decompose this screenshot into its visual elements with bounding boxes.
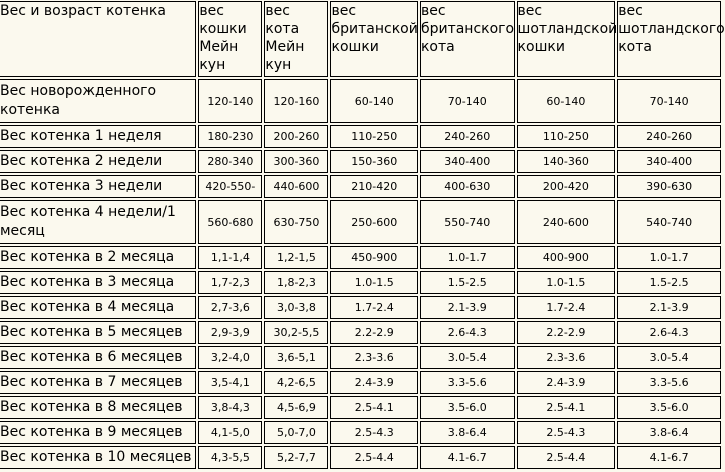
table-cell: 3,0-3,8 — [264, 296, 328, 319]
table-cell: 2,7-3,6 — [198, 296, 262, 319]
table-cell: 2.6-4.3 — [617, 321, 721, 344]
table-cell: 1.0-1.7 — [420, 246, 515, 269]
row-label: Вес котенка в 6 месяцев — [0, 346, 196, 369]
table-cell: 2.4-3.9 — [517, 371, 616, 394]
table-cell: 200-260 — [264, 125, 328, 148]
row-label: Вес котенка в 10 месяцев — [0, 446, 196, 469]
header-british-female: вес британской кошки — [330, 1, 417, 77]
table-cell: 30,2-5,5 — [264, 321, 328, 344]
table-cell: 400-900 — [517, 246, 616, 269]
table-row — [0, 79, 721, 123]
table-row — [0, 200, 721, 244]
table-cell: 2.5-4.3 — [517, 421, 616, 444]
table-cell: 2.5-4.4 — [517, 446, 616, 469]
table-cell: 390-630 — [617, 175, 721, 198]
table-cell: 1.0-1.5 — [330, 271, 417, 294]
table-cell: 3,5-4,1 — [198, 371, 262, 394]
table-row — [0, 321, 721, 344]
table-cell: 400-630 — [420, 175, 515, 198]
table-row — [0, 371, 721, 394]
table-cell: 200-420 — [517, 175, 616, 198]
table-cell: 5,2-7,7 — [264, 446, 328, 469]
table-cell: 340-400 — [617, 150, 721, 173]
header-row — [0, 1, 721, 77]
table-cell: 3,6-5,1 — [264, 346, 328, 369]
table-cell: 240-260 — [617, 125, 721, 148]
row-label: Вес котенка 1 неделя — [0, 125, 196, 148]
table-cell: 340-400 — [420, 150, 515, 173]
table-cell: 3.3-5.6 — [420, 371, 515, 394]
table-cell: 140-360 — [517, 150, 616, 173]
table-cell: 2.5-4.4 — [330, 446, 417, 469]
table-row — [0, 446, 721, 469]
table-cell: 3.5-6.0 — [617, 396, 721, 419]
table-cell: 3.8-6.4 — [420, 421, 515, 444]
row-label: Вес новорожденного котенка — [0, 79, 196, 123]
table-cell: 1.5-2.5 — [420, 271, 515, 294]
table-body — [0, 79, 721, 469]
header-british-male: вес британского кота — [420, 1, 515, 77]
table-row — [0, 150, 721, 173]
row-label: Вес котенка в 3 месяца — [0, 271, 196, 294]
table-cell: 540-740 — [617, 200, 721, 244]
table-cell: 180-230 — [198, 125, 262, 148]
table-cell: 250-600 — [330, 200, 417, 244]
table-cell: 3,8-4,3 — [198, 396, 262, 419]
row-label: Вес котенка в 5 месяцев — [0, 321, 196, 344]
table-cell: 3.3-5.6 — [617, 371, 721, 394]
table-cell: 5,0-7,0 — [264, 421, 328, 444]
table-cell: 4.1-6.7 — [420, 446, 515, 469]
table-cell: 2.1-3.9 — [420, 296, 515, 319]
table-cell: 120-160 — [264, 79, 328, 123]
row-label: Вес котенка в 7 месяцев — [0, 371, 196, 394]
row-label: Вес котенка в 9 месяцев — [0, 421, 196, 444]
table-cell: 110-250 — [330, 125, 417, 148]
table-cell: 1,7-2,3 — [198, 271, 262, 294]
table-cell: 280-340 — [198, 150, 262, 173]
table-row — [0, 346, 721, 369]
row-label: Вес котенка 2 недели — [0, 150, 196, 173]
table-cell: 210-420 — [330, 175, 417, 198]
table-cell: 120-140 — [198, 79, 262, 123]
table-cell: 2.3-3.6 — [330, 346, 417, 369]
table-cell: 2.5-4.3 — [330, 421, 417, 444]
table-cell: 440-600 — [264, 175, 328, 198]
table-cell: 3.0-5.4 — [617, 346, 721, 369]
row-label: Вес котенка 3 недели — [0, 175, 196, 198]
table-cell: 70-140 — [420, 79, 515, 123]
table-row — [0, 396, 721, 419]
header-scottish-male: вес шотландского кота — [617, 1, 721, 77]
table-cell: 2.1-3.9 — [617, 296, 721, 319]
table-cell: 4,2-6,5 — [264, 371, 328, 394]
table-cell: 4,1-5,0 — [198, 421, 262, 444]
header-scottish-female: вес шотландской кошки — [517, 1, 616, 77]
table-cell: 60-140 — [330, 79, 417, 123]
row-label: Вес котенка в 4 месяца — [0, 296, 196, 319]
table-cell: 2.5-4.1 — [330, 396, 417, 419]
table-cell: 1,1-1,4 — [198, 246, 262, 269]
table-cell: 150-360 — [330, 150, 417, 173]
row-label: Вес котенка 4 недели/1 месяц — [0, 200, 196, 244]
table-cell: 1.7-2.4 — [517, 296, 616, 319]
table-cell: 110-250 — [517, 125, 616, 148]
table-cell: 420-550- — [198, 175, 262, 198]
row-label: Вес котенка в 8 месяцев — [0, 396, 196, 419]
table-cell: 2.6-4.3 — [420, 321, 515, 344]
table-cell: 4,5-6,9 — [264, 396, 328, 419]
table-row — [0, 125, 721, 148]
table-cell: 2.4-3.9 — [330, 371, 417, 394]
table-cell: 240-600 — [517, 200, 616, 244]
table-cell: 2.5-4.1 — [517, 396, 616, 419]
table-cell: 630-750 — [264, 200, 328, 244]
table-cell: 1.0-1.7 — [617, 246, 721, 269]
table-cell: 2.2-2.9 — [330, 321, 417, 344]
table-cell: 4,3-5,5 — [198, 446, 262, 469]
table-cell: 240-260 — [420, 125, 515, 148]
table-cell: 3.0-5.4 — [420, 346, 515, 369]
table-cell: 300-360 — [264, 150, 328, 173]
table-row — [0, 296, 721, 319]
table-cell: 560-680 — [198, 200, 262, 244]
table-row — [0, 271, 721, 294]
table-cell: 60-140 — [517, 79, 616, 123]
header-age-column: Вес и возраст котенка — [0, 1, 196, 77]
table-cell: 1.0-1.5 — [517, 271, 616, 294]
table-row — [0, 175, 721, 198]
table-row — [0, 246, 721, 269]
table-cell: 3.8-6.4 — [617, 421, 721, 444]
table-cell: 550-740 — [420, 200, 515, 244]
table-cell: 1,2-1,5 — [264, 246, 328, 269]
row-label: Вес котенка в 2 месяца — [0, 246, 196, 269]
table-cell: 3.5-6.0 — [420, 396, 515, 419]
table-row — [0, 421, 721, 444]
table-cell: 1.5-2.5 — [617, 271, 721, 294]
header-maine-coon-female: вес кошки Мейн кун — [198, 1, 262, 77]
table-cell: 450-900 — [330, 246, 417, 269]
table-cell: 4.1-6.7 — [617, 446, 721, 469]
table-cell: 2.3-3.6 — [517, 346, 616, 369]
table-cell: 1,8-2,3 — [264, 271, 328, 294]
table-cell: 3,2-4,0 — [198, 346, 262, 369]
table-cell: 1.7-2.4 — [330, 296, 417, 319]
table-cell: 70-140 — [617, 79, 721, 123]
header-maine-coon-male: вес кота Мейн кун — [264, 1, 328, 77]
table-cell: 2.2-2.9 — [517, 321, 616, 344]
table-cell: 2,9-3,9 — [198, 321, 262, 344]
